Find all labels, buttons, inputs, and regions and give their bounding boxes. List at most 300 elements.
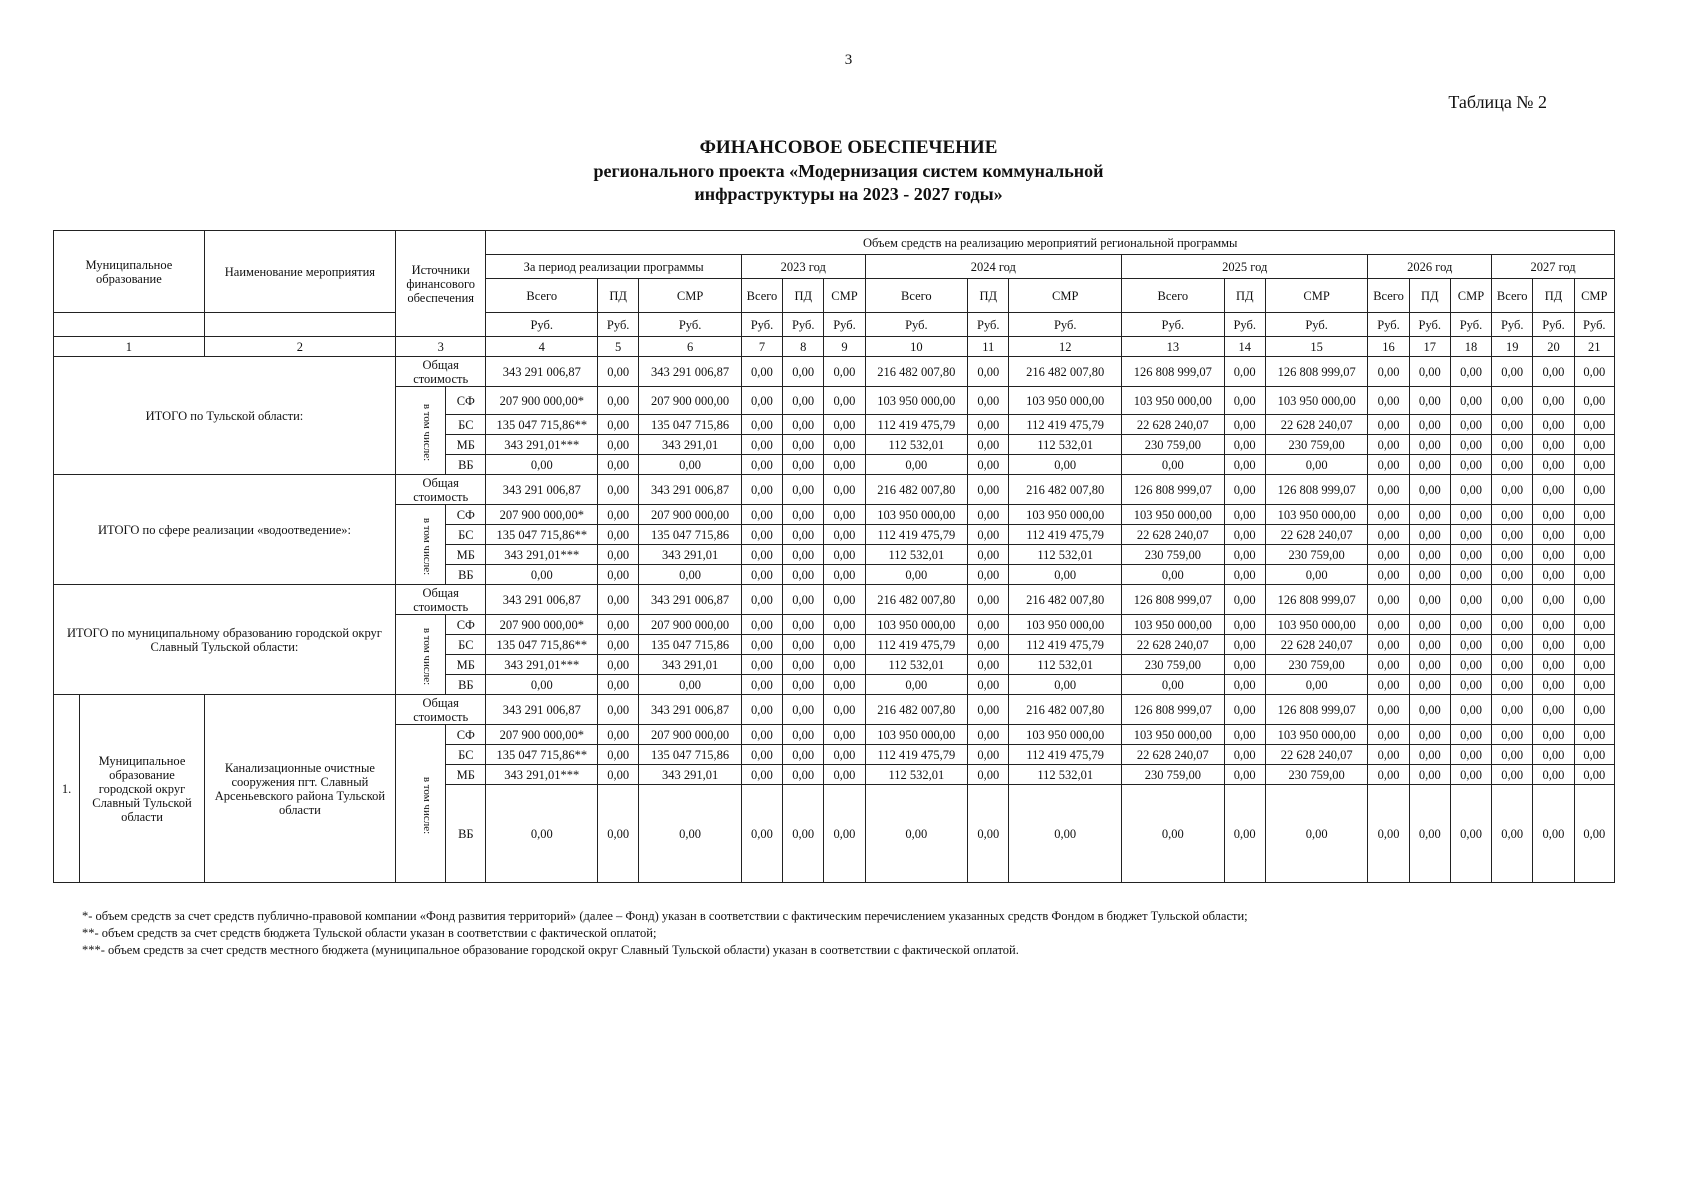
value-cell: 0,00	[1368, 785, 1409, 883]
value-cell: 0,00	[639, 785, 742, 883]
value-cell: 0,00	[824, 585, 865, 615]
value-cell: 0,00	[741, 475, 782, 505]
value-cell: 126 808 999,07	[1122, 585, 1225, 615]
header-year-2024: 2024 год	[865, 255, 1121, 279]
value-cell: 0,00	[741, 745, 782, 765]
value-cell: 0,00	[1122, 565, 1225, 585]
header-unit-cell: Руб.	[1368, 313, 1409, 337]
value-cell: 0,00	[1533, 785, 1574, 883]
value-cell: 207 900 000,00*	[486, 725, 598, 745]
value-cell: 0,00	[865, 455, 968, 475]
value-cell: 0,00	[1533, 505, 1574, 525]
value-cell: 0,00	[1224, 545, 1265, 565]
value-cell: 343 291,01	[639, 545, 742, 565]
header-unit-cell: Руб.	[639, 313, 742, 337]
value-cell: 216 482 007,80	[1009, 475, 1122, 505]
source-label: ВБ	[446, 675, 486, 695]
value-cell: 207 900 000,00	[639, 725, 742, 745]
value-cell: 343 291,01***	[486, 765, 598, 785]
value-cell: 0,00	[1265, 565, 1368, 585]
value-cell: 0,00	[783, 545, 824, 565]
value-cell: 135 047 715,86**	[486, 525, 598, 545]
value-cell: 0,00	[1409, 475, 1450, 505]
value-cell: 0,00	[824, 785, 865, 883]
value-cell: 126 808 999,07	[1122, 357, 1225, 387]
value-cell: 0,00	[1574, 785, 1614, 883]
value-cell: 22 628 240,07	[1265, 415, 1368, 435]
header-unit-cell: Руб.	[598, 313, 639, 337]
source-label: МБ	[446, 545, 486, 565]
including-label-cell	[395, 387, 445, 475]
value-cell: 0,00	[486, 785, 598, 883]
value-cell: 0,00	[968, 415, 1009, 435]
value-cell: 103 950 000,00	[1009, 505, 1122, 525]
value-cell: 103 950 000,00	[1265, 505, 1368, 525]
value-cell: 0,00	[1492, 525, 1533, 545]
value-cell: 0,00	[1450, 545, 1491, 565]
header-municipality-cont	[54, 313, 205, 337]
value-cell: 0,00	[1492, 725, 1533, 745]
value-cell: 0,00	[1492, 415, 1533, 435]
value-cell: 0,00	[1224, 415, 1265, 435]
total-cost-label: Общая стоимость	[395, 357, 486, 387]
value-cell: 230 759,00	[1122, 655, 1225, 675]
header-event-cont	[204, 313, 395, 337]
value-cell: 0,00	[968, 545, 1009, 565]
value-cell: 103 950 000,00	[1122, 505, 1225, 525]
value-cell: 0,00	[1450, 745, 1491, 765]
value-cell: 0,00	[968, 387, 1009, 415]
value-cell: 126 808 999,07	[1265, 475, 1368, 505]
header-smr-cell: СМР	[1450, 279, 1491, 313]
value-cell: 0,00	[1574, 387, 1614, 415]
value-cell: 0,00	[1450, 525, 1491, 545]
value-cell: 0,00	[598, 675, 639, 695]
value-cell: 0,00	[486, 565, 598, 585]
value-cell: 0,00	[486, 455, 598, 475]
value-cell: 112 419 475,79	[865, 635, 968, 655]
value-cell: 0,00	[1533, 745, 1574, 765]
value-cell: 0,00	[741, 765, 782, 785]
value-cell: 0,00	[1492, 357, 1533, 387]
value-cell: 343 291 006,87	[486, 357, 598, 387]
value-cell: 0,00	[1122, 455, 1225, 475]
total-cost-label: Общая стоимость	[395, 695, 486, 725]
value-cell: 0,00	[1574, 505, 1614, 525]
value-cell: 0,00	[598, 615, 639, 635]
value-cell: 0,00	[783, 655, 824, 675]
value-cell: 0,00	[968, 765, 1009, 785]
value-cell: 0,00	[1265, 785, 1368, 883]
value-cell: 0,00	[968, 505, 1009, 525]
including-label-cell	[395, 725, 445, 883]
column-number-cell: 18	[1450, 337, 1491, 357]
header-unit-cell: Руб.	[783, 313, 824, 337]
value-cell: 0,00	[1533, 585, 1574, 615]
value-cell: 0,00	[598, 475, 639, 505]
value-cell: 0,00	[968, 725, 1009, 745]
column-number-cell: 21	[1574, 337, 1614, 357]
value-cell: 0,00	[824, 455, 865, 475]
source-label: ВБ	[446, 455, 486, 475]
value-cell: 0,00	[598, 765, 639, 785]
column-number-cell: 11	[968, 337, 1009, 357]
value-cell: 0,00	[741, 585, 782, 615]
header-unit-cell: Руб.	[486, 313, 598, 337]
value-cell: 0,00	[1224, 585, 1265, 615]
value-cell: 343 291 006,87	[639, 585, 742, 615]
value-cell: 0,00	[1009, 785, 1122, 883]
source-label: МБ	[446, 765, 486, 785]
value-cell: 0,00	[1224, 695, 1265, 725]
value-cell: 0,00	[741, 615, 782, 635]
value-cell: 0,00	[741, 545, 782, 565]
value-cell: 0,00	[1409, 745, 1450, 765]
header-volume: Объем средств на реализацию мероприятий региональной программы	[486, 231, 1615, 255]
source-label: ВБ	[446, 565, 486, 585]
value-cell: 0,00	[1574, 635, 1614, 655]
value-cell: 0,00	[1009, 675, 1122, 695]
value-cell: 0,00	[1224, 765, 1265, 785]
value-cell: 0,00	[1409, 505, 1450, 525]
value-cell: 0,00	[824, 435, 865, 455]
item-municipality: Муниципальное образование городской округ Славный Тульской области	[80, 695, 205, 883]
header-unit-cell: Руб.	[1122, 313, 1225, 337]
value-cell: 0,00	[1368, 615, 1409, 635]
value-cell: 0,00	[1409, 725, 1450, 745]
value-cell: 0,00	[1533, 765, 1574, 785]
header-unit-cell: Руб.	[824, 313, 865, 337]
value-cell: 216 482 007,80	[865, 585, 968, 615]
value-cell: 0,00	[486, 675, 598, 695]
header-year-2023: 2023 год	[741, 255, 865, 279]
value-cell: 112 419 475,79	[1009, 525, 1122, 545]
value-cell: 0,00	[741, 675, 782, 695]
value-cell: 0,00	[1492, 615, 1533, 635]
value-cell: 0,00	[741, 525, 782, 545]
value-cell: 0,00	[1533, 655, 1574, 675]
value-cell: 103 950 000,00	[865, 725, 968, 745]
value-cell: 22 628 240,07	[1265, 635, 1368, 655]
value-cell: 0,00	[741, 505, 782, 525]
table-row	[54, 585, 1615, 615]
value-cell: 0,00	[968, 455, 1009, 475]
value-cell: 0,00	[1533, 525, 1574, 545]
header-pd-cell: ПД	[1533, 279, 1574, 313]
value-cell: 103 950 000,00	[1122, 615, 1225, 635]
value-cell: 135 047 715,86	[639, 415, 742, 435]
value-cell: 0,00	[1533, 635, 1574, 655]
value-cell: 22 628 240,07	[1265, 745, 1368, 765]
header-pd-cell: ПД	[1224, 279, 1265, 313]
value-cell: 0,00	[639, 565, 742, 585]
value-cell: 0,00	[1409, 585, 1450, 615]
value-cell: 0,00	[1224, 615, 1265, 635]
value-cell: 0,00	[1492, 635, 1533, 655]
value-cell: 0,00	[1224, 525, 1265, 545]
source-label: СФ	[446, 725, 486, 745]
value-cell: 0,00	[1368, 725, 1409, 745]
value-cell: 0,00	[824, 387, 865, 415]
value-cell: 0,00	[824, 565, 865, 585]
value-cell: 0,00	[968, 635, 1009, 655]
footnotes	[82, 908, 1248, 959]
item-number: 1.	[54, 695, 80, 883]
column-number-cell: 10	[865, 337, 968, 357]
value-cell: 207 900 000,00	[639, 615, 742, 635]
source-label: СФ	[446, 615, 486, 635]
header-pd-cell: ПД	[598, 279, 639, 313]
value-cell: 0,00	[741, 435, 782, 455]
value-cell: 0,00	[1450, 615, 1491, 635]
value-cell: 0,00	[1368, 525, 1409, 545]
value-cell: 0,00	[865, 675, 968, 695]
column-number-cell: 13	[1122, 337, 1225, 357]
header-total-cell: Всего	[486, 279, 598, 313]
value-cell: 0,00	[741, 785, 782, 883]
value-cell: 230 759,00	[1265, 545, 1368, 565]
value-cell: 0,00	[1533, 615, 1574, 635]
value-cell: 343 291,01	[639, 765, 742, 785]
value-cell: 207 900 000,00*	[486, 615, 598, 635]
value-cell: 0,00	[783, 387, 824, 415]
value-cell: 103 950 000,00	[865, 615, 968, 635]
total-cost-label: Общая стоимость	[395, 475, 486, 505]
column-number-cell: 9	[824, 337, 865, 357]
value-cell: 126 808 999,07	[1265, 357, 1368, 387]
value-cell: 126 808 999,07	[1265, 695, 1368, 725]
value-cell: 0,00	[824, 415, 865, 435]
value-cell: 22 628 240,07	[1265, 525, 1368, 545]
value-cell: 0,00	[1450, 505, 1491, 525]
footnote-2: **- объем средств за счет средств бюджета Тульской области указан в соответствии с фактической оплатой;	[82, 926, 657, 940]
value-cell: 103 950 000,00	[1009, 725, 1122, 745]
value-cell: 0,00	[741, 357, 782, 387]
source-label: БС	[446, 635, 486, 655]
value-cell: 230 759,00	[1122, 435, 1225, 455]
header-total-cell: Всего	[1122, 279, 1225, 313]
column-number-cell: 5	[598, 337, 639, 357]
value-cell: 0,00	[1492, 785, 1533, 883]
value-cell: 0,00	[824, 765, 865, 785]
value-cell: 0,00	[1224, 785, 1265, 883]
column-number-cell: 19	[1492, 337, 1533, 357]
column-number-cell: 17	[1409, 337, 1450, 357]
value-cell: 0,00	[1492, 435, 1533, 455]
value-cell: 0,00	[1492, 765, 1533, 785]
value-cell: 0,00	[639, 675, 742, 695]
value-cell: 103 950 000,00	[1009, 387, 1122, 415]
header-unit-cell: Руб.	[1574, 313, 1614, 337]
value-cell: 0,00	[1533, 565, 1574, 585]
value-cell: 0,00	[1450, 725, 1491, 745]
value-cell: 0,00	[1492, 387, 1533, 415]
item-event-name: Канализационные очистные сооружения пгт. Славный Арсеньевского района Тульской области	[204, 695, 395, 883]
value-cell: 0,00	[1409, 455, 1450, 475]
value-cell: 0,00	[598, 695, 639, 725]
value-cell: 112 532,01	[865, 765, 968, 785]
value-cell: 0,00	[783, 505, 824, 525]
value-cell: 112 532,01	[1009, 545, 1122, 565]
section-label: ИТОГО по муниципальному образованию городской округ Славный Тульской области:	[54, 585, 396, 695]
value-cell: 0,00	[1009, 455, 1122, 475]
value-cell: 0,00	[1368, 435, 1409, 455]
value-cell: 0,00	[598, 387, 639, 415]
value-cell: 216 482 007,80	[1009, 357, 1122, 387]
value-cell: 0,00	[1450, 357, 1491, 387]
value-cell: 0,00	[1574, 357, 1614, 387]
column-number-cell: 1	[54, 337, 205, 357]
value-cell: 112 419 475,79	[1009, 745, 1122, 765]
value-cell: 0,00	[824, 725, 865, 745]
value-cell: 230 759,00	[1265, 655, 1368, 675]
value-cell: 126 808 999,07	[1265, 585, 1368, 615]
value-cell: 0,00	[598, 635, 639, 655]
value-cell: 0,00	[1368, 585, 1409, 615]
column-number-cell: 15	[1265, 337, 1368, 357]
value-cell: 0,00	[1492, 675, 1533, 695]
value-cell: 0,00	[824, 655, 865, 675]
header-unit-cell: Руб.	[1265, 313, 1368, 337]
value-cell: 0,00	[1450, 475, 1491, 505]
value-cell: 22 628 240,07	[1122, 525, 1225, 545]
value-cell: 0,00	[1574, 545, 1614, 565]
header-unit-cell: Руб.	[1450, 313, 1491, 337]
value-cell: 103 950 000,00	[1265, 387, 1368, 415]
column-number-cell: 2	[204, 337, 395, 357]
header-unit-cell: Руб.	[1009, 313, 1122, 337]
value-cell: 0,00	[1533, 415, 1574, 435]
value-cell: 343 291 006,87	[639, 695, 742, 725]
value-cell: 0,00	[1409, 785, 1450, 883]
table-number: Таблица № 2	[1448, 92, 1547, 112]
value-cell: 0,00	[1574, 725, 1614, 745]
value-cell: 207 900 000,00	[639, 505, 742, 525]
value-cell: 0,00	[1009, 565, 1122, 585]
value-cell: 0,00	[741, 655, 782, 675]
value-cell: 0,00	[1533, 675, 1574, 695]
value-cell: 207 900 000,00*	[486, 387, 598, 415]
value-cell: 0,00	[1409, 635, 1450, 655]
header-unit-cell: Руб.	[741, 313, 782, 337]
value-cell: 0,00	[598, 505, 639, 525]
value-cell: 0,00	[1574, 765, 1614, 785]
header-year-2027: 2027 год	[1492, 255, 1615, 279]
value-cell: 0,00	[783, 695, 824, 725]
section-label: ИТОГО по Тульской области:	[54, 357, 396, 475]
footnote-3: ***- объем средств за счет средств местного бюджета (муниципальное образование городской округ Славный Тульской области) указан в соответствии с фактической оплатой.	[82, 943, 1019, 957]
value-cell: 0,00	[741, 387, 782, 415]
value-cell: 0,00	[783, 455, 824, 475]
value-cell: 0,00	[1533, 695, 1574, 725]
column-number-cell: 3	[395, 337, 486, 357]
header-pd-cell: ПД	[783, 279, 824, 313]
value-cell: 0,00	[1574, 745, 1614, 765]
value-cell: 216 482 007,80	[865, 695, 968, 725]
title-line-2: регионального проекта «Модернизация систем коммунальной	[593, 161, 1104, 181]
value-cell: 0,00	[1368, 415, 1409, 435]
header-unit-cell: Руб.	[1224, 313, 1265, 337]
value-cell: 112 532,01	[865, 655, 968, 675]
value-cell: 112 419 475,79	[865, 415, 968, 435]
header-smr-cell: СМР	[639, 279, 742, 313]
column-number-cell: 8	[783, 337, 824, 357]
value-cell: 0,00	[968, 655, 1009, 675]
value-cell: 0,00	[1368, 675, 1409, 695]
value-cell: 0,00	[824, 675, 865, 695]
value-cell: 343 291 006,87	[486, 585, 598, 615]
value-cell: 112 532,01	[865, 545, 968, 565]
value-cell: 216 482 007,80	[1009, 695, 1122, 725]
header-total-cell: Всего	[865, 279, 968, 313]
value-cell: 0,00	[1574, 675, 1614, 695]
value-cell: 112 419 475,79	[865, 525, 968, 545]
value-cell: 135 047 715,86	[639, 525, 742, 545]
value-cell: 0,00	[1368, 455, 1409, 475]
value-cell: 0,00	[1368, 695, 1409, 725]
value-cell: 0,00	[1368, 635, 1409, 655]
value-cell: 0,00	[598, 357, 639, 387]
value-cell: 22 628 240,07	[1122, 635, 1225, 655]
value-cell: 0,00	[1368, 745, 1409, 765]
value-cell: 0,00	[1265, 675, 1368, 695]
column-number-cell: 4	[486, 337, 598, 357]
value-cell: 0,00	[968, 785, 1009, 883]
value-cell: 112 532,01	[1009, 655, 1122, 675]
value-cell: 0,00	[1450, 765, 1491, 785]
document-title	[0, 136, 1697, 206]
value-cell: 0,00	[1450, 585, 1491, 615]
header-smr-cell: СМР	[1265, 279, 1368, 313]
value-cell: 0,00	[598, 745, 639, 765]
value-cell: 0,00	[1122, 675, 1225, 695]
value-cell: 112 532,01	[865, 435, 968, 455]
header-total-cell: Всего	[1492, 279, 1533, 313]
value-cell: 216 482 007,80	[1009, 585, 1122, 615]
value-cell: 0,00	[598, 435, 639, 455]
value-cell: 0,00	[1224, 505, 1265, 525]
value-cell: 0,00	[598, 415, 639, 435]
value-cell: 103 950 000,00	[1009, 615, 1122, 635]
value-cell: 343 291,01***	[486, 545, 598, 565]
value-cell: 0,00	[824, 545, 865, 565]
source-label: СФ	[446, 505, 486, 525]
value-cell: 216 482 007,80	[865, 357, 968, 387]
table-row	[54, 475, 1615, 505]
value-cell: 0,00	[968, 745, 1009, 765]
value-cell: 0,00	[1224, 655, 1265, 675]
source-label: МБ	[446, 435, 486, 455]
value-cell: 0,00	[824, 357, 865, 387]
value-cell: 0,00	[824, 745, 865, 765]
value-cell: 0,00	[1409, 525, 1450, 545]
value-cell: 0,00	[741, 635, 782, 655]
value-cell: 0,00	[968, 615, 1009, 635]
value-cell: 0,00	[783, 415, 824, 435]
value-cell: 0,00	[1409, 695, 1450, 725]
value-cell: 112 419 475,79	[865, 745, 968, 765]
value-cell: 0,00	[968, 475, 1009, 505]
value-cell: 343 291 006,87	[639, 475, 742, 505]
value-cell: 0,00	[1450, 675, 1491, 695]
value-cell: 0,00	[968, 565, 1009, 585]
value-cell: 0,00	[1450, 435, 1491, 455]
value-cell: 0,00	[783, 785, 824, 883]
including-label-cell	[395, 615, 445, 695]
source-label: СФ	[446, 387, 486, 415]
value-cell: 0,00	[1224, 675, 1265, 695]
value-cell: 0,00	[1409, 565, 1450, 585]
